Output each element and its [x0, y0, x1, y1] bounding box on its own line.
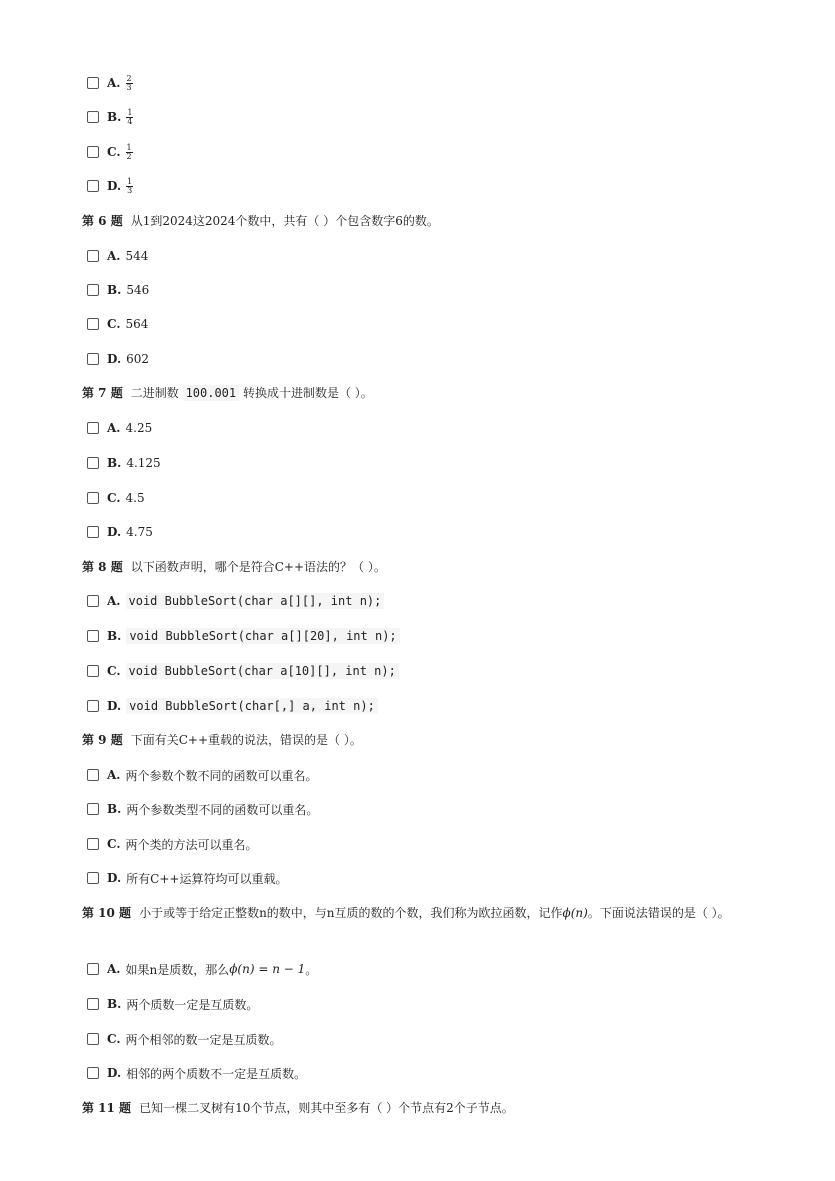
- checkbox[interactable]: [87, 872, 99, 884]
- option-text: 546: [126, 283, 150, 297]
- checkbox[interactable]: [87, 353, 99, 365]
- option-q7-d[interactable]: [87, 522, 153, 542]
- fraction-denominator: 3: [126, 82, 132, 92]
- question-11: [82, 1098, 762, 1118]
- option-q9-c[interactable]: [87, 834, 258, 854]
- option-code: void BubbleSort(char a[10][], int n);: [126, 663, 399, 679]
- option-text: 4.125: [126, 456, 161, 470]
- question-number: 第 7 题: [82, 386, 123, 400]
- option-letter: D.: [107, 699, 122, 713]
- option-q6-c[interactable]: [87, 314, 148, 334]
- option-letter: C.: [107, 491, 121, 505]
- option-letter: A.: [107, 768, 121, 782]
- option-letter: A.: [107, 249, 121, 263]
- fraction-denominator: 3: [127, 185, 133, 195]
- fraction-numerator: 1: [127, 107, 133, 117]
- option-letter: D.: [107, 179, 122, 193]
- option-text: 564: [125, 317, 149, 331]
- option-letter: B.: [107, 110, 122, 124]
- question-text: 二进制数: [130, 386, 179, 400]
- option-letter: C.: [107, 1032, 121, 1046]
- question-10: [82, 903, 762, 923]
- option-letter: A.: [107, 962, 121, 976]
- fraction: [126, 178, 133, 195]
- checkbox[interactable]: [87, 526, 99, 538]
- checkbox[interactable]: [87, 180, 99, 192]
- option-text: 两个参数个数不同的函数可以重名。: [125, 768, 318, 783]
- option-text: 如果n是质数，那么: [125, 962, 230, 977]
- option-letter: C.: [107, 317, 121, 331]
- option-text: 两个相邻的数一定是互质数。: [125, 1032, 282, 1047]
- option-q9-a[interactable]: [87, 765, 318, 785]
- option-code: void BubbleSort(char a[][], int n);: [126, 593, 385, 609]
- option-text-tail: 。: [305, 962, 318, 977]
- option-text: 相邻的两个质数不一定是互质数。: [126, 1066, 307, 1081]
- question-text: 已知一棵二叉树有10个节点，则其中至多有（ ）个节点有2个子节点。: [139, 1101, 514, 1115]
- checkbox[interactable]: [87, 77, 99, 89]
- option-text: 602: [126, 352, 150, 366]
- question-number: 第 9 题: [82, 733, 123, 747]
- checkbox[interactable]: [87, 492, 99, 504]
- checkbox[interactable]: [87, 963, 99, 975]
- option-q9-d[interactable]: [87, 868, 287, 888]
- option-letter: C.: [107, 837, 121, 851]
- checkbox[interactable]: [87, 803, 99, 815]
- checkbox[interactable]: [87, 1033, 99, 1045]
- option-q5-c[interactable]: [87, 142, 133, 162]
- option-letter: A.: [107, 76, 121, 90]
- checkbox[interactable]: [87, 422, 99, 434]
- fraction-denominator: 4: [127, 116, 133, 126]
- option-q10-d[interactable]: [87, 1063, 306, 1083]
- checkbox[interactable]: [87, 111, 99, 123]
- question-number: 第 10 题: [82, 906, 132, 920]
- option-text: 所有C++运算符均可以重载。: [126, 871, 288, 886]
- option-code: void BubbleSort(char[,] a, int n);: [126, 698, 378, 714]
- checkbox[interactable]: [87, 769, 99, 781]
- option-letter: D.: [107, 1066, 122, 1080]
- option-q7-b[interactable]: [87, 453, 161, 473]
- checkbox[interactable]: [87, 595, 99, 607]
- option-letter: B.: [107, 997, 122, 1011]
- option-text: 4.25: [125, 421, 153, 435]
- fraction: [126, 75, 133, 92]
- option-q7-c[interactable]: [87, 488, 145, 508]
- checkbox[interactable]: [87, 665, 99, 677]
- fraction-numerator: 1: [126, 142, 132, 152]
- question-text-tail: 。下面说法错误的是（ ）。: [587, 906, 730, 920]
- option-q6-b[interactable]: [87, 280, 149, 300]
- option-q10-a[interactable]: [87, 959, 317, 979]
- fraction-numerator: 2: [126, 73, 132, 83]
- checkbox[interactable]: [87, 146, 99, 158]
- fraction-denominator: 2: [126, 151, 132, 161]
- option-q8-c[interactable]: [87, 661, 399, 681]
- math-expression: ϕ(n): [562, 906, 588, 920]
- fraction: [126, 109, 133, 126]
- question-text: 小于或等于给定正整数n的数中，与n互质的数的个数，我们称为欧拉函数，记作: [139, 906, 563, 920]
- checkbox[interactable]: [87, 457, 99, 469]
- checkbox[interactable]: [87, 838, 99, 850]
- option-q10-c[interactable]: [87, 1029, 282, 1049]
- option-text: 两个质数一定是互质数。: [126, 997, 259, 1012]
- option-q10-b[interactable]: [87, 994, 258, 1014]
- checkbox[interactable]: [87, 1067, 99, 1079]
- option-letter: B.: [107, 629, 122, 643]
- checkbox[interactable]: [87, 250, 99, 262]
- question-number: 第 6 题: [82, 214, 123, 228]
- option-q5-d[interactable]: [87, 176, 133, 196]
- question-text: 从1到2024这2024个数中，共有（ ）个包含数字6的数。: [130, 214, 439, 228]
- option-letter: B.: [107, 283, 122, 297]
- option-q5-b[interactable]: [87, 107, 133, 127]
- checkbox[interactable]: [87, 318, 99, 330]
- question-6: [82, 211, 762, 231]
- fraction-numerator: 1: [127, 176, 133, 186]
- option-letter: B.: [107, 802, 122, 816]
- inline-code: 100.001: [183, 385, 240, 401]
- option-q9-b[interactable]: [87, 799, 318, 819]
- option-text: 4.5: [125, 491, 145, 505]
- option-q6-d[interactable]: [87, 349, 149, 369]
- option-text: 两个参数类型不同的函数可以重名。: [126, 802, 319, 817]
- option-letter: D.: [107, 525, 122, 539]
- question-number: 第 8 题: [82, 560, 123, 574]
- question-9: [82, 730, 762, 750]
- option-q8-d[interactable]: [87, 696, 378, 716]
- option-text: 4.75: [126, 525, 153, 539]
- checkbox[interactable]: [87, 630, 99, 642]
- checkbox[interactable]: [87, 998, 99, 1010]
- option-code: void BubbleSort(char a[][20], int n);: [126, 628, 399, 644]
- option-q8-a[interactable]: [87, 591, 384, 611]
- question-7: [82, 383, 762, 403]
- option-q6-a[interactable]: [87, 246, 148, 266]
- math-expression: ϕ(n) = n − 1: [229, 962, 306, 976]
- checkbox[interactable]: [87, 700, 99, 712]
- option-letter: D.: [107, 871, 122, 885]
- option-letter: C.: [107, 664, 121, 678]
- option-letter: C.: [107, 145, 121, 159]
- question-text-tail: 转换成十进制数是（ ）。: [242, 386, 373, 400]
- option-letter: B.: [107, 456, 122, 470]
- question-text: 以下函数声明，哪个是符合C++语法的？（ ）。: [130, 560, 386, 574]
- option-q7-a[interactable]: [87, 418, 152, 438]
- option-letter: D.: [107, 352, 122, 366]
- question-number: 第 11 题: [82, 1101, 132, 1115]
- option-text: 两个类的方法可以重名。: [125, 837, 258, 852]
- fraction: [126, 144, 133, 161]
- option-q5-a[interactable]: [87, 73, 133, 93]
- option-letter: A.: [107, 594, 121, 608]
- question-8: [82, 557, 762, 577]
- option-letter: A.: [107, 421, 121, 435]
- checkbox[interactable]: [87, 284, 99, 296]
- option-text: 544: [125, 249, 149, 263]
- question-text: 下面有关C++重载的说法，错误的是（ ）。: [130, 733, 362, 747]
- option-q8-b[interactable]: [87, 626, 400, 646]
